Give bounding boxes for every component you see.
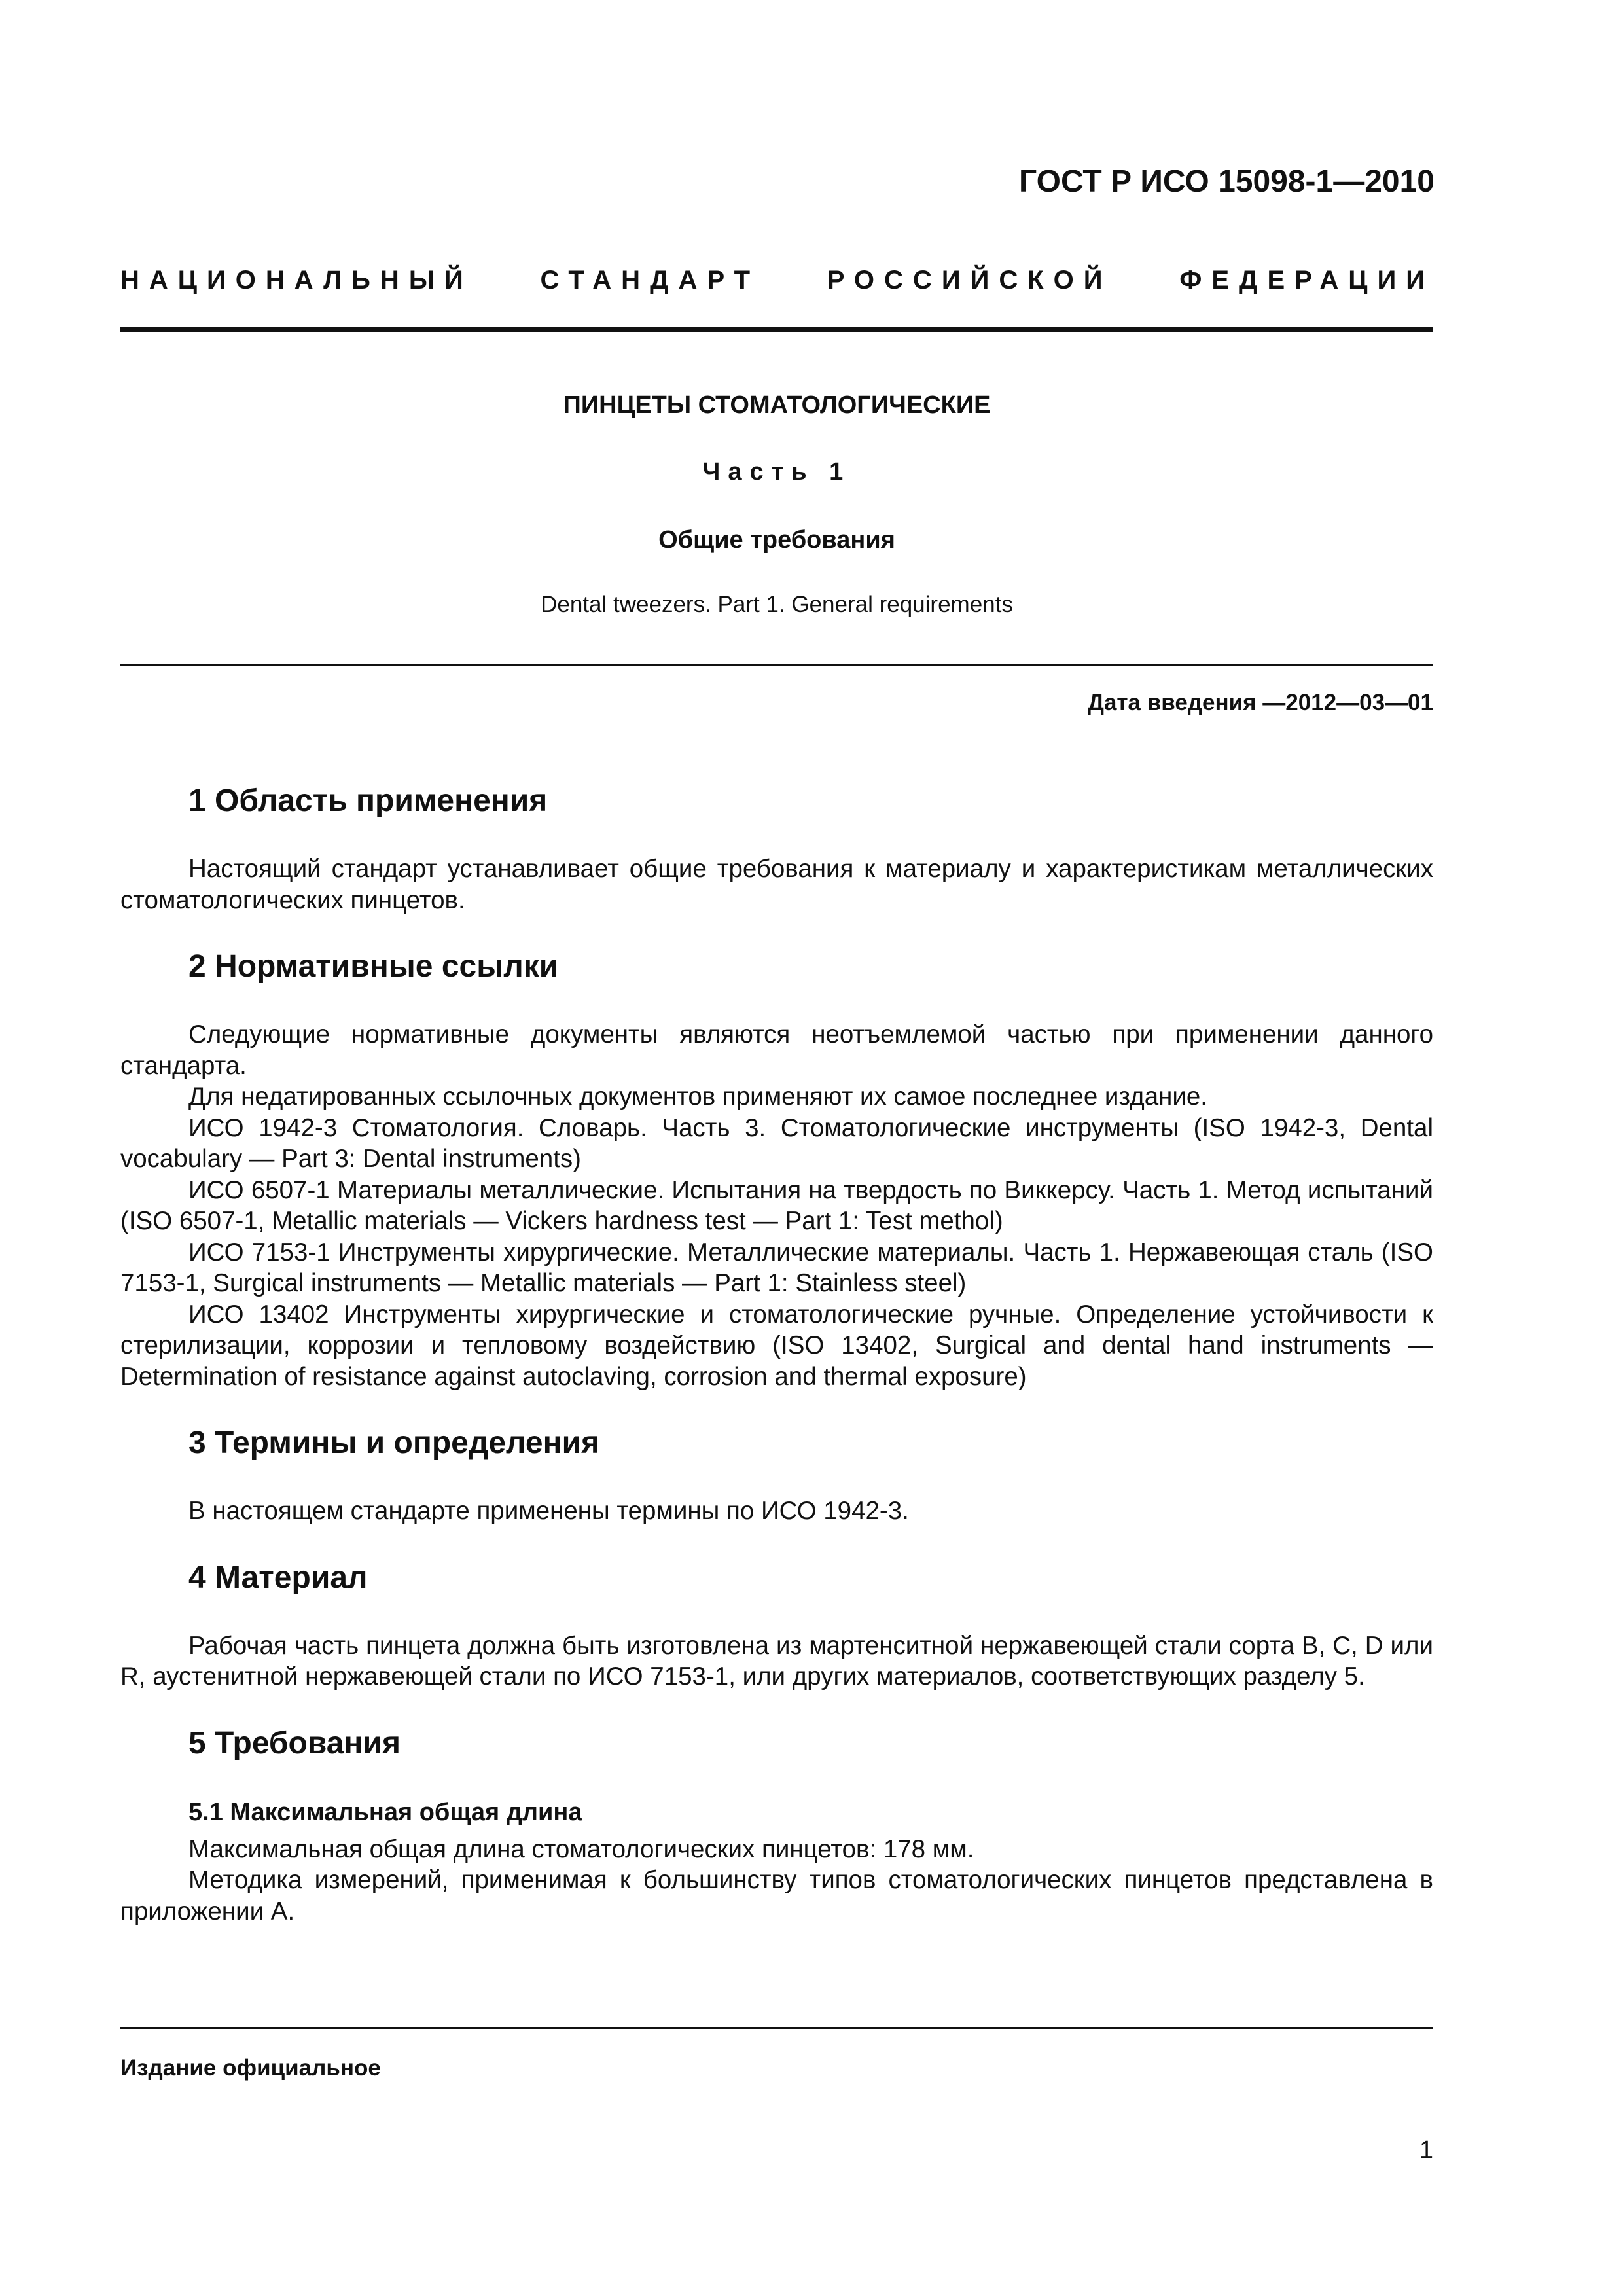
subsection-heading: 5.1 Максимальная общая длина bbox=[188, 1798, 582, 1826]
paragraph: Следующие нормативные документы являются неотъемлемой частью при применении данного стандарта. bbox=[120, 1020, 1433, 1080]
reference-item: ИСО 1942-3 Стоматология. Словарь. Часть 3. Стоматологические инструменты (ISO 1942-3, Dental vocabulary — Part 3: Dental instruments) bbox=[120, 1113, 1433, 1173]
official-edition-label: Издание официальное bbox=[120, 2055, 381, 2081]
page-number: 1 bbox=[1419, 2136, 1433, 2164]
paragraph: В настоящем стандарте применены термины по ИСО 1942-3. bbox=[188, 1497, 909, 1525]
paragraph: Рабочая часть пинцета должна быть изготовлена из мартенситной нержавеющей стали сорта В, С, D или R, аустенитной нержавеющей стали по ИСО 7153-1, или других материалов, соответствующих разделу 5. bbox=[120, 1631, 1433, 1691]
document-body bbox=[120, 783, 1433, 1927]
document-part: Часть 1 bbox=[702, 458, 851, 486]
paragraph: Для недатированных ссылочных документов применяют их самое последнее издание. bbox=[188, 1083, 1207, 1111]
document-subtitle: Общие требования bbox=[658, 526, 895, 554]
national-standard-banner bbox=[120, 266, 1435, 295]
banner-word: ФЕДЕРАЦИИ bbox=[1179, 266, 1435, 295]
paragraph: Настоящий стандарт устанавливает общие требования к материалу и характеристикам металлических стоматологических пинцетов. bbox=[120, 855, 1433, 914]
english-title: Dental tweezers. Part 1. General requirements bbox=[541, 592, 1013, 617]
banner-word: РОССИЙСКОЙ bbox=[827, 266, 1113, 295]
banner-word: НАЦИОНАЛЬНЫЙ bbox=[120, 266, 473, 295]
title-divider bbox=[120, 664, 1433, 666]
banner-word: СТАНДАРТ bbox=[540, 266, 760, 295]
header-divider bbox=[120, 327, 1433, 332]
reference-item: ИСО 7153-1 Инструменты хирургические. Металлические материалы. Часть 1. Нержавеющая сталь (ISO 7153-1, Surgical instruments — Metallic materials — Part 1: Stainless steel) bbox=[120, 1238, 1433, 1297]
introduction-date: Дата введения —2012—03—01 bbox=[1088, 690, 1433, 715]
reference-item: ИСО 6507-1 Материалы металлические. Испытания на твердость по Виккерсу. Часть 1. Метод испытаний (ISO 6507-1, Metallic materials — Vickers hardness test — Part 1: Test methol) bbox=[120, 1175, 1433, 1235]
paragraph: Максимальная общая длина стоматологических пинцетов: 178 мм. bbox=[188, 1835, 974, 1863]
section-heading: 2 Нормативные ссылки bbox=[188, 949, 559, 984]
section-heading: 4 Материал bbox=[188, 1560, 368, 1595]
section-heading: 1 Область применения bbox=[188, 783, 548, 818]
reference-item: ИСО 13402 Инструменты хирургические и стоматологические ручные. Определение устойчивости к стерилизации, коррозии и тепловому воздействию (ISO 13402, Surgical and dental hand instruments — Determination of resistance against autoclaving, corrosion and thermal exposure) bbox=[120, 1300, 1433, 1391]
document-title: ПИНЦЕТЫ СТОМАТОЛОГИЧЕСКИЕ bbox=[563, 391, 991, 419]
footer-divider bbox=[120, 2027, 1433, 2029]
section-heading: 3 Термины и определения bbox=[188, 1426, 600, 1460]
paragraph: Методика измерений, применимая к большинству типов стоматологических пинцетов представлена в приложении А. bbox=[120, 1866, 1433, 1926]
document-number: ГОСТ Р ИСО 15098-1—2010 bbox=[1019, 164, 1435, 199]
section-heading: 5 Требования bbox=[188, 1725, 401, 1761]
